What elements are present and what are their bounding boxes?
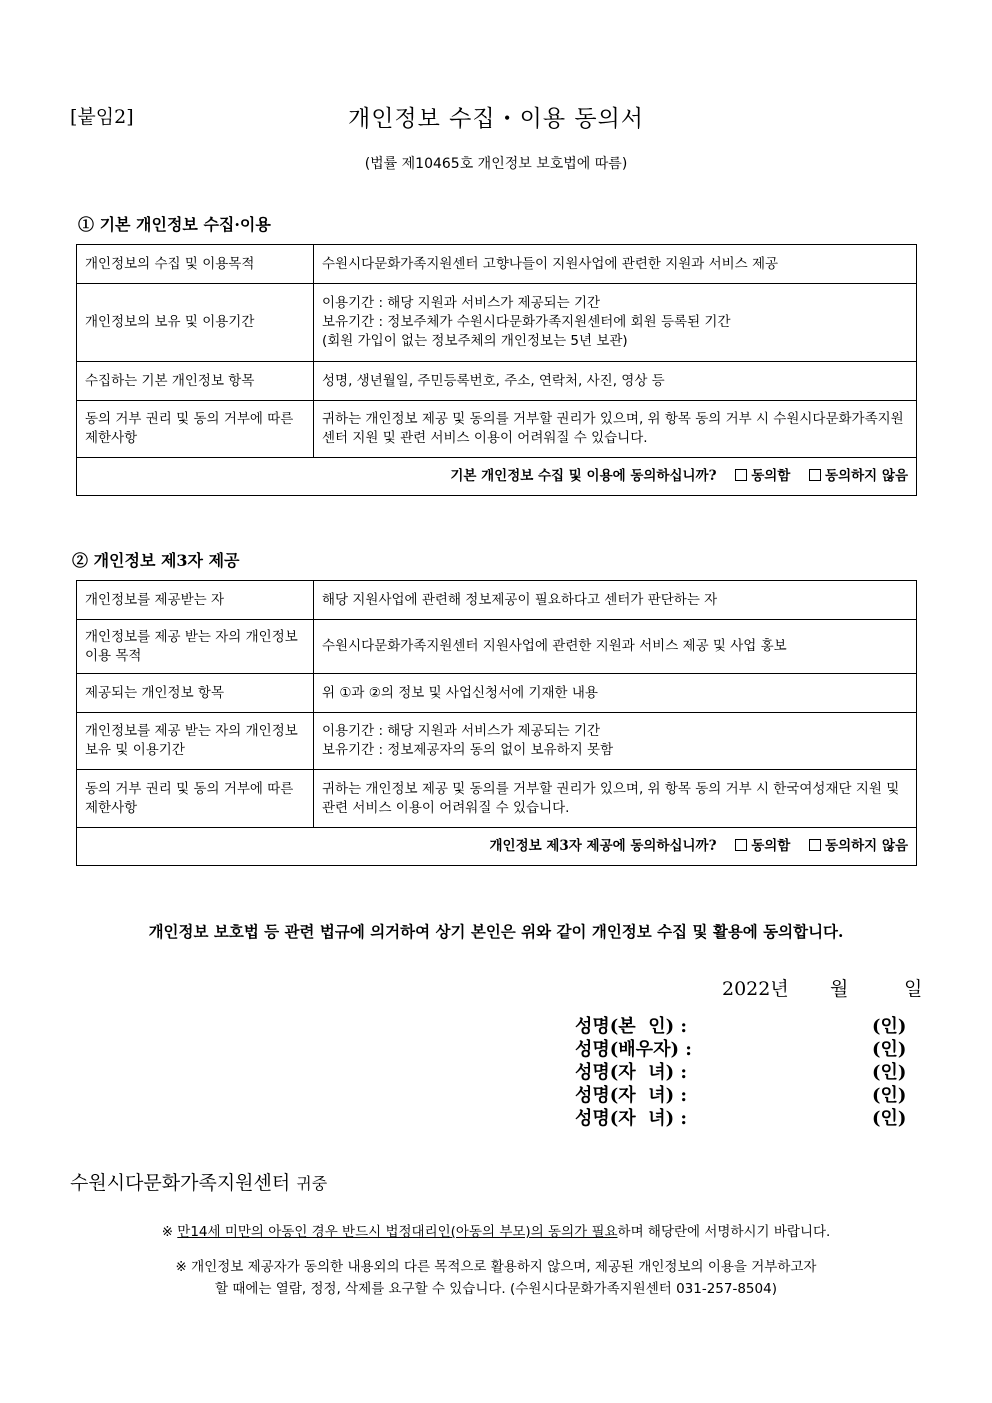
row-content: 이용기간 : 해당 지원과 서비스가 제공되는 기간 보유기간 : 정보주체가 수원시다문화가족지원센터에 회원 등록된 기간 (회원 가입이 없는 정보주체의 개인정보는 5년 보관) [314, 284, 917, 362]
disagree-checkbox[interactable] [809, 469, 821, 481]
signature-label: 성명(자 녀) : [575, 1108, 688, 1129]
recipient-suffix: 귀중 [296, 1174, 328, 1193]
row-content: 수원시다문화가족지원센터 고향나들이 지원사업에 관련한 지원과 서비스 제공 [314, 245, 917, 284]
consent-row [77, 458, 917, 496]
note-minor-consent: ※ 만14세 미만의 아동인 경우 반드시 법정대리인(아동의 부모)의 동의가 필요하며 해당란에 서명하시기 바랍니다. [161, 1224, 831, 1240]
consent-question: 개인정보 제3자 제공에 동의하십니까? 동의함 동의하지 않음 [77, 828, 917, 866]
table-row [77, 770, 917, 828]
note-usage-line1: ※ 개인정보 제공자가 동의한 내용외의 다른 목적으로 활용하지 않으며, 제공된 개인정보의 이용을 거부하고자 [175, 1259, 817, 1275]
section2-table [76, 580, 917, 866]
row-label: 개인정보를 제공 받는 자의 개인정보 이용 목적 [77, 620, 314, 674]
row-content: 귀하는 개인정보 제공 및 동의를 거부할 권리가 있으며, 위 항목 동의 거부 시 수원시다문화가족지원센터 지원 및 관련 서비스 이용이 어려워질 수 있습니다. [314, 401, 917, 458]
recipient-org: 수원시다문화가족지원센터 [70, 1172, 291, 1194]
section2-heading: ② 개인정보 제3자 제공 [72, 551, 240, 570]
row-content: 성명, 생년월일, 주민등록번호, 주소, 연락처, 사진, 영상 등 [314, 362, 917, 401]
disagree-label: 동의하지 않음 [825, 468, 908, 484]
page-subtitle: (법률 제10465호 개인정보 보호법에 따름) [364, 156, 628, 172]
table-row [77, 362, 917, 401]
row-label: 제공되는 개인정보 항목 [77, 674, 314, 713]
consent-question: 기본 개인정보 수집 및 이용에 동의하십니까? 동의함 동의하지 않음 [77, 458, 917, 496]
signature-label: 성명(본 인) : [575, 1016, 688, 1037]
disagree-label: 동의하지 않음 [825, 838, 908, 854]
row-label: 개인정보의 보유 및 이용기간 [77, 284, 314, 362]
seal-mark: (인) [872, 1039, 907, 1060]
section1-heading: ① 기본 개인정보 수집·이용 [78, 215, 271, 234]
row-label: 동의 거부 권리 및 동의 거부에 따른 제한사항 [77, 770, 314, 828]
attachment-label: [붙임2] [70, 106, 134, 128]
date-day: 일 [904, 978, 923, 1000]
date-month: 월 [830, 978, 849, 1000]
seal-mark: (인) [872, 1062, 907, 1083]
row-label: 수집하는 기본 개인정보 항목 [77, 362, 314, 401]
recipient [70, 1168, 327, 1195]
row-content: 이용기간 : 해당 지원과 서비스가 제공되는 기간 보유기간 : 정보제공자의 동의 없이 보유하지 못함 [314, 713, 917, 770]
table-row [77, 245, 917, 284]
table-row [77, 620, 917, 674]
row-content: 수원시다문화가족지원센터 지원사업에 관련한 지원과 서비스 제공 및 사업 홍보 [314, 620, 917, 674]
seal-mark: (인) [872, 1016, 907, 1037]
page-title: 개인정보 수집・이용 동의서 [347, 106, 645, 132]
disagree-checkbox[interactable] [809, 839, 821, 851]
row-label: 동의 거부 권리 및 동의 거부에 따른 제한사항 [77, 401, 314, 458]
table-row [77, 401, 917, 458]
signature-label: 성명(자 녀) : [575, 1085, 688, 1106]
note-usage-line2: 할 때에는 열람, 정정, 삭제를 요구할 수 있습니다. (수원시다문화가족지원센터 031-257-8504) [215, 1281, 777, 1297]
row-label: 개인정보를 제공 받는 자의 개인정보 보유 및 이용기간 [77, 713, 314, 770]
row-content: 위 ①과 ②의 정보 및 사업신청서에 기재한 내용 [314, 674, 917, 713]
agree-label: 동의함 [751, 468, 791, 484]
row-content: 귀하는 개인정보 제공 및 동의를 거부할 권리가 있으며, 위 항목 동의 거부 시 한국여성재단 지원 및 관련 서비스 이용이 어려워질 수 있습니다. [314, 770, 917, 828]
seal-mark: (인) [872, 1085, 907, 1106]
row-content: 해당 지원사업에 관련해 정보제공이 필요하다고 센터가 판단하는 자 [314, 581, 917, 620]
table-row [77, 581, 917, 620]
section1-table [76, 244, 917, 496]
table-row [77, 284, 917, 362]
row-label: 개인정보의 수집 및 이용목적 [77, 245, 314, 284]
date-year: 2022년 [722, 978, 789, 1000]
agree-checkbox[interactable] [735, 469, 747, 481]
consent-row [77, 828, 917, 866]
agree-label: 동의함 [751, 838, 791, 854]
table-row [77, 674, 917, 713]
declaration-text: 개인정보 보호법 등 관련 법규에 의거하여 상기 본인은 위와 같이 개인정보 수집 및 활용에 동의합니다. [148, 922, 844, 941]
row-label: 개인정보를 제공받는 자 [77, 581, 314, 620]
seal-mark: (인) [872, 1108, 907, 1129]
table-row [77, 713, 917, 770]
agree-checkbox[interactable] [735, 839, 747, 851]
signature-label: 성명(자 녀) : [575, 1062, 688, 1083]
signature-label: 성명(배우자) : [575, 1039, 692, 1060]
